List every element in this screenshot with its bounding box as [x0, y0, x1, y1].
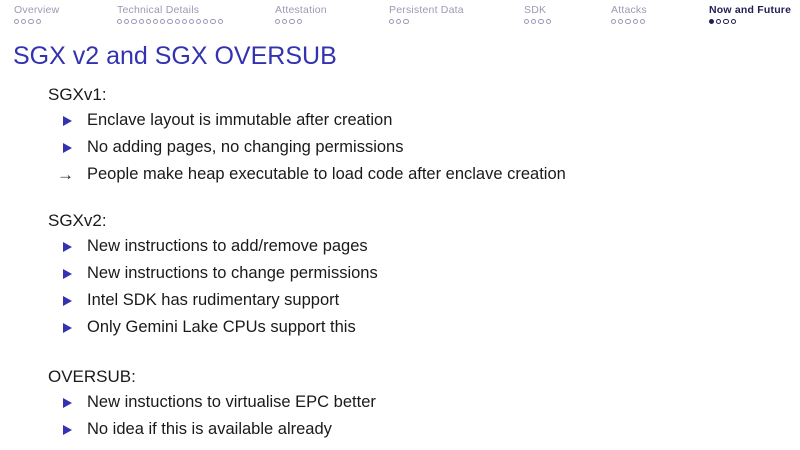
- nav-dot: [160, 19, 165, 24]
- bullet-item: [48, 134, 800, 161]
- nav-section-label[interactable]: Attestation: [275, 4, 327, 16]
- group-heading: SGXv1:: [48, 85, 107, 104]
- nav-dot: [289, 19, 294, 24]
- nav-dot: [625, 19, 630, 24]
- nav-section-label[interactable]: Now and Future: [709, 4, 792, 16]
- nav-dot: [189, 19, 194, 24]
- nav-section-technical-details[interactable]: [117, 4, 223, 24]
- nav-section-dots: [389, 19, 464, 24]
- nav-section-dots: [524, 19, 551, 24]
- nav-dot: [403, 19, 408, 24]
- nav-dot: [117, 19, 122, 24]
- nav-section-sdk[interactable]: [524, 4, 551, 24]
- nav-dot: [396, 19, 401, 24]
- bullet-item: [48, 416, 800, 443]
- nav-dot: [182, 19, 187, 24]
- nav-dot: [716, 19, 721, 24]
- nav-dot: [546, 19, 551, 24]
- nav-section-dots: [611, 19, 647, 24]
- group-heading: OVERSUB:: [48, 367, 136, 386]
- nav-section-overview[interactable]: [14, 4, 59, 24]
- nav-section-label[interactable]: Persistent Data: [389, 4, 464, 16]
- group-oversub: [48, 364, 800, 443]
- nav-section-label[interactable]: Attacks: [611, 4, 647, 16]
- nav-dot: [131, 19, 136, 24]
- nav-dot: [167, 19, 172, 24]
- nav-section-label[interactable]: Technical Details: [117, 4, 200, 16]
- nav-dot: [175, 19, 180, 24]
- bullet-text: People make heap executable to load code after enclave creation: [87, 165, 566, 183]
- implication-item: [48, 161, 800, 188]
- nav-dot: [153, 19, 158, 24]
- group-sgxv2: [48, 208, 800, 341]
- nav-section-label[interactable]: Overview: [14, 4, 60, 16]
- nav-dot: [538, 19, 543, 24]
- triangle-bullet-icon: [63, 425, 87, 435]
- nav-dot: [21, 19, 26, 24]
- group-sgxv1: [48, 82, 800, 188]
- nav-section-dots: [117, 19, 223, 24]
- nav-section-now-and-future[interactable]: [709, 4, 791, 24]
- nav-dot: [531, 19, 536, 24]
- bullet-item: [48, 389, 800, 416]
- nav-section-persistent-data[interactable]: [389, 4, 464, 24]
- nav-section-dots: [14, 19, 59, 24]
- bullet-item: [48, 287, 800, 314]
- slide-title: SGX v2 and SGX OVERSUB: [13, 42, 337, 70]
- nav-dot: [618, 19, 623, 24]
- right-arrow-icon: →: [57, 165, 74, 184]
- nav-section-attestation[interactable]: [275, 4, 327, 24]
- nav-section-attacks[interactable]: [611, 4, 647, 24]
- triangle-bullet-icon: [63, 323, 87, 333]
- nav-section-label[interactable]: SDK: [524, 4, 547, 16]
- bullet-text: New instructions to change permissions: [87, 264, 378, 282]
- slide-content: [48, 82, 800, 443]
- nav-dot: [633, 19, 638, 24]
- triangle-bullet-icon: [63, 398, 87, 408]
- nav-dot: [275, 19, 280, 24]
- nav-dot: [297, 19, 302, 24]
- bullet-text: No adding pages, no changing permissions: [87, 138, 404, 156]
- nav-dot: [36, 19, 41, 24]
- bullet-item: [48, 233, 800, 260]
- nav-dot: [611, 19, 616, 24]
- nav-dot: [196, 19, 201, 24]
- bullet-item: [48, 260, 800, 287]
- bullet-item: [48, 314, 800, 341]
- bullet-text: New instructions to add/remove pages: [87, 237, 368, 255]
- triangle-bullet-icon: [63, 242, 87, 252]
- nav-section-dots: [709, 19, 791, 24]
- triangle-bullet-icon: [63, 116, 87, 126]
- nav-dot: [210, 19, 215, 24]
- triangle-bullet-icon: [63, 269, 87, 279]
- nav-dot: [709, 19, 714, 24]
- bullet-text: Enclave layout is immutable after creation: [87, 111, 393, 129]
- bullet-text: Intel SDK has rudimentary support: [87, 291, 340, 309]
- bullet-text: New instuctions to virtualise EPC better: [87, 393, 376, 411]
- nav-dot: [389, 19, 394, 24]
- nav-dot: [146, 19, 151, 24]
- nav-dot: [640, 19, 645, 24]
- nav-dot: [14, 19, 19, 24]
- bullet-text: No idea if this is available already: [87, 420, 332, 438]
- nav-dot: [282, 19, 287, 24]
- nav-dot: [731, 19, 736, 24]
- nav-dot: [139, 19, 144, 24]
- nav-dot: [124, 19, 129, 24]
- nav-section-dots: [275, 19, 327, 24]
- nav-dot: [524, 19, 529, 24]
- nav-dot: [28, 19, 33, 24]
- triangle-bullet-icon: [63, 296, 87, 306]
- nav-dot: [203, 19, 208, 24]
- group-heading: SGXv2:: [48, 211, 107, 230]
- bullet-text: Only Gemini Lake CPUs support this: [87, 318, 356, 336]
- nav-dot: [723, 19, 728, 24]
- nav-dot: [218, 19, 223, 24]
- triangle-bullet-icon: [63, 143, 87, 153]
- bullet-item: [48, 107, 800, 134]
- section-navigation-bar: [0, 0, 800, 32]
